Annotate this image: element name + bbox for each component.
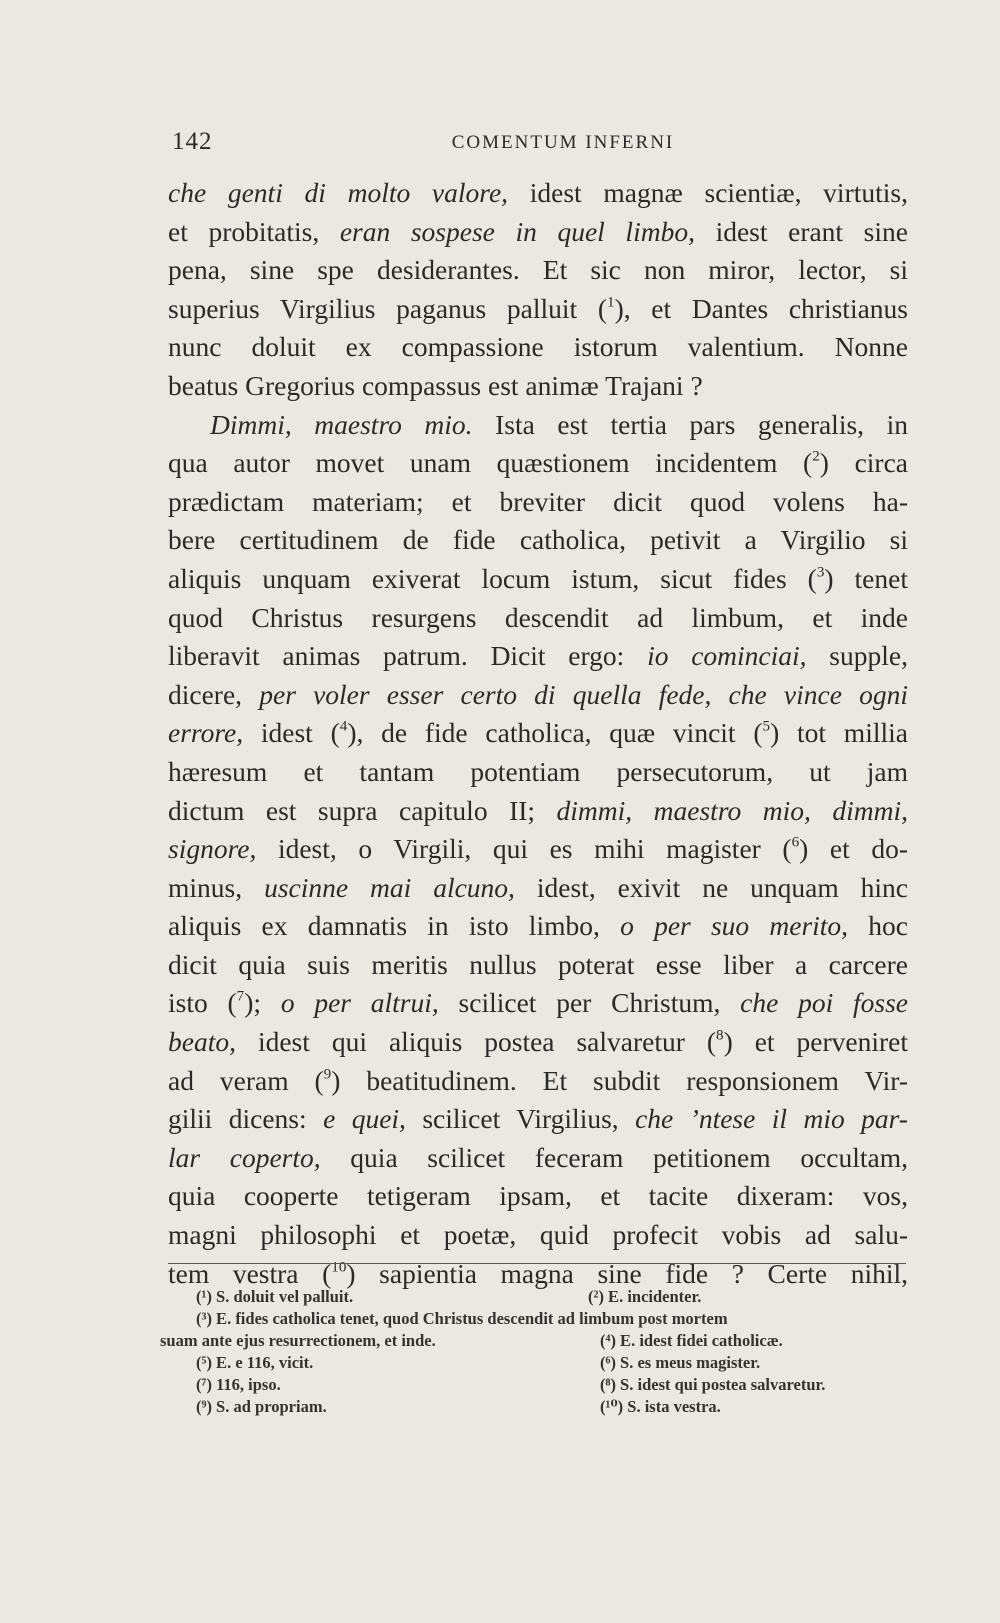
text-segment: quia scilicet feceram petitionem occultam, [320, 1141, 908, 1173]
text-line [168, 1100, 908, 1139]
text-segment: aliquis ex damnatis in isto limbo, [168, 910, 621, 942]
text-segment: nunc doluit ex compassione istorum valentium. Nonne [168, 331, 908, 363]
footnote-3: (³) E. fides catholica tenet, quod Christus descendit ad limbum post mortem [196, 1309, 728, 1328]
text-segment: qua autor movet unam quæstionem incidentem ( [168, 447, 813, 479]
text-line [168, 328, 908, 367]
footnote-ref: 2 [812, 448, 820, 465]
text-segment: ) sapientia magna sine fide ? Certe nihil, [346, 1257, 909, 1289]
quoted-verse: o per altrui, [280, 987, 439, 1019]
text-segment: quia cooperte tetigeram ipsam, et tacite dixeram: vos, [168, 1180, 908, 1212]
footnote-row [160, 1330, 910, 1352]
running-title: COMENTUM INFERNI [451, 132, 675, 153]
footnote-row [160, 1396, 910, 1418]
text-segment: scilicet per Christum, [438, 987, 741, 1019]
text-line [168, 792, 908, 831]
quoted-verse: io cominciai, [647, 640, 807, 672]
running-head [172, 128, 904, 168]
main-text [168, 174, 908, 1293]
quoted-verse: per voler esser certo di quella fede, che vince ogni [259, 678, 908, 710]
text-line [168, 213, 908, 252]
text-segment: idest, exivit ne unquam hinc [514, 871, 909, 903]
text-segment: ) beatitudinem. Et subdit responsionem Vir- [331, 1064, 908, 1096]
text-line [168, 560, 908, 599]
text-line [168, 830, 908, 869]
quoted-verse: che ’ntese il mio par- [635, 1103, 908, 1135]
footnote-3-continued: suam ante ejus resurrectionem, et inde. [160, 1331, 436, 1350]
text-segment: supple, [806, 640, 908, 672]
text-segment: idest ( [243, 717, 340, 749]
text-line [168, 1216, 908, 1255]
text-line [168, 251, 908, 290]
text-line [168, 753, 908, 792]
text-segment: ) tot millia [770, 717, 908, 749]
quoted-verse: lar coperto, [168, 1141, 321, 1173]
footnote-rule [168, 1263, 906, 1264]
text-segment: gilii dicens: [168, 1103, 324, 1135]
text-segment: ), et Dantes christianus [614, 292, 908, 324]
quoted-verse: dimmi, maestro mio, dimmi, [556, 794, 908, 826]
footnote-row [160, 1352, 910, 1374]
footnote-10: (¹⁰) S. ista vestra. [600, 1397, 721, 1416]
text-segment: ) circa [819, 447, 908, 479]
quoted-verse: e quei, [323, 1103, 406, 1135]
footnote-8: (⁸) S. idest qui postea salvaretur. [600, 1375, 826, 1394]
text-line [168, 521, 908, 560]
text-line [168, 174, 908, 213]
footnote-row [160, 1308, 910, 1330]
footnote-ref: 7 [236, 989, 245, 1006]
footnote-ref: 1 [607, 294, 615, 311]
footnote-ref: 6 [791, 834, 800, 851]
footnote-7: (⁷) 116, ipso. [196, 1375, 281, 1394]
text-segment: ) et do- [799, 833, 908, 865]
text-segment: ); [244, 987, 281, 1019]
text-segment: superius Virgilius paganus palluit ( [168, 292, 608, 324]
quoted-verse: o per suo merito, [620, 910, 849, 942]
footnote-6: (⁶) S. es meus magister. [600, 1353, 761, 1372]
text-segment: hoc [848, 910, 908, 942]
text-segment: dictum est supra capitulo II; [168, 794, 557, 826]
text-line [168, 869, 908, 908]
text-line [168, 290, 908, 329]
text-segment: scilicet Virgilius, [405, 1103, 636, 1135]
footnote-row [160, 1286, 910, 1308]
page-number: 142 [172, 128, 213, 155]
quoted-verse: signore, [168, 833, 257, 865]
footnote-5: (⁵) E. e 116, vicit. [196, 1353, 314, 1372]
text-segment: ), de fide catholica, quæ vincit ( [347, 717, 763, 749]
text-segment: bere certitudinem de fide catholica, petivit a Virgilio si [168, 524, 908, 556]
text-segment: et probitatis, [168, 215, 340, 247]
footnotes [160, 1286, 910, 1418]
text-line [168, 1023, 908, 1062]
text-segment: minus, [168, 871, 265, 903]
text-segment: dicit quia suis meritis nullus poterat esse liber a carcere [168, 948, 908, 980]
text-line [168, 637, 908, 676]
text-segment: idest erant sine [694, 215, 908, 247]
text-segment: hæresum et tantam potentiam persecutorum, ut jam [168, 755, 908, 787]
footnote-1: (¹) S. doluit vel palluit. [196, 1287, 354, 1306]
quoted-verse: errore, [168, 717, 244, 749]
text-line [168, 1177, 908, 1216]
text-segment: beatus Gregorius compassus est animæ Trajani ? [168, 369, 703, 401]
quoted-verse: che genti di molto valore, [168, 177, 509, 208]
footnote-ref: 10 [331, 1259, 347, 1276]
quoted-verse: che poi fosse [740, 987, 908, 1019]
text-line [168, 367, 908, 406]
text-segment: ad veram ( [168, 1064, 324, 1096]
text-segment: quod Christus resurgens descendit ad limbum, et inde [168, 601, 908, 633]
text-segment: aliquis unquam exiverat locum istum, sicut fides ( [168, 562, 817, 594]
text-line [168, 676, 908, 715]
text-line [168, 946, 908, 985]
text-segment: idest, o Virgili, qui es mihi magister ( [256, 833, 792, 865]
footnote-ref: 4 [339, 718, 348, 735]
text-line [168, 1062, 908, 1101]
text-line [168, 1139, 908, 1178]
text-line [168, 714, 908, 753]
text-line [168, 406, 908, 445]
text-segment: idest magnæ scientiæ, virtutis, [508, 177, 908, 208]
text-segment: ) tenet [824, 562, 908, 594]
text-segment: isto ( [168, 987, 237, 1019]
footnote-ref: 9 [323, 1066, 332, 1083]
quoted-verse: Dimmi, maestro mio. [210, 408, 473, 440]
text-segment: dicere, [168, 678, 260, 710]
text-segment: magni philosophi et poetæ, quid profecit vobis ad salu- [168, 1219, 908, 1251]
text-segment: idest qui aliquis postea salvaretur ( [235, 1026, 717, 1058]
text-line [168, 483, 908, 522]
text-line [168, 599, 908, 638]
text-segment: tem vestra ( [168, 1257, 332, 1289]
quoted-verse: eran sospese in quel limbo, [339, 215, 695, 247]
footnote-ref: 8 [716, 1027, 724, 1044]
text-segment: ) et perveniret [723, 1026, 908, 1058]
text-segment: pena, sine spe desiderantes. Et sic non miror, lector, si [168, 254, 908, 286]
footnote-ref: 3 [816, 564, 825, 581]
text-segment: liberavit animas patrum. Dicit ergo: [168, 640, 648, 672]
quoted-verse: beato, [168, 1026, 236, 1058]
text-segment: Ista est tertia pars generalis, in [472, 408, 908, 440]
footnote-2: (²) E. incidenter. [588, 1287, 702, 1306]
footnote-row [160, 1374, 910, 1396]
text-line [168, 907, 908, 946]
footnote-ref: 5 [762, 718, 771, 735]
footnote-4: (⁴) E. idest fidei catholicæ. [600, 1331, 783, 1350]
text-segment: prædictam materiam; et breviter dicit quod volens ha- [168, 485, 908, 517]
footnote-9: (⁹) S. ad propriam. [196, 1397, 327, 1416]
text-line [168, 984, 908, 1023]
text-line [168, 444, 908, 483]
quoted-verse: uscinne mai alcuno, [264, 871, 515, 903]
